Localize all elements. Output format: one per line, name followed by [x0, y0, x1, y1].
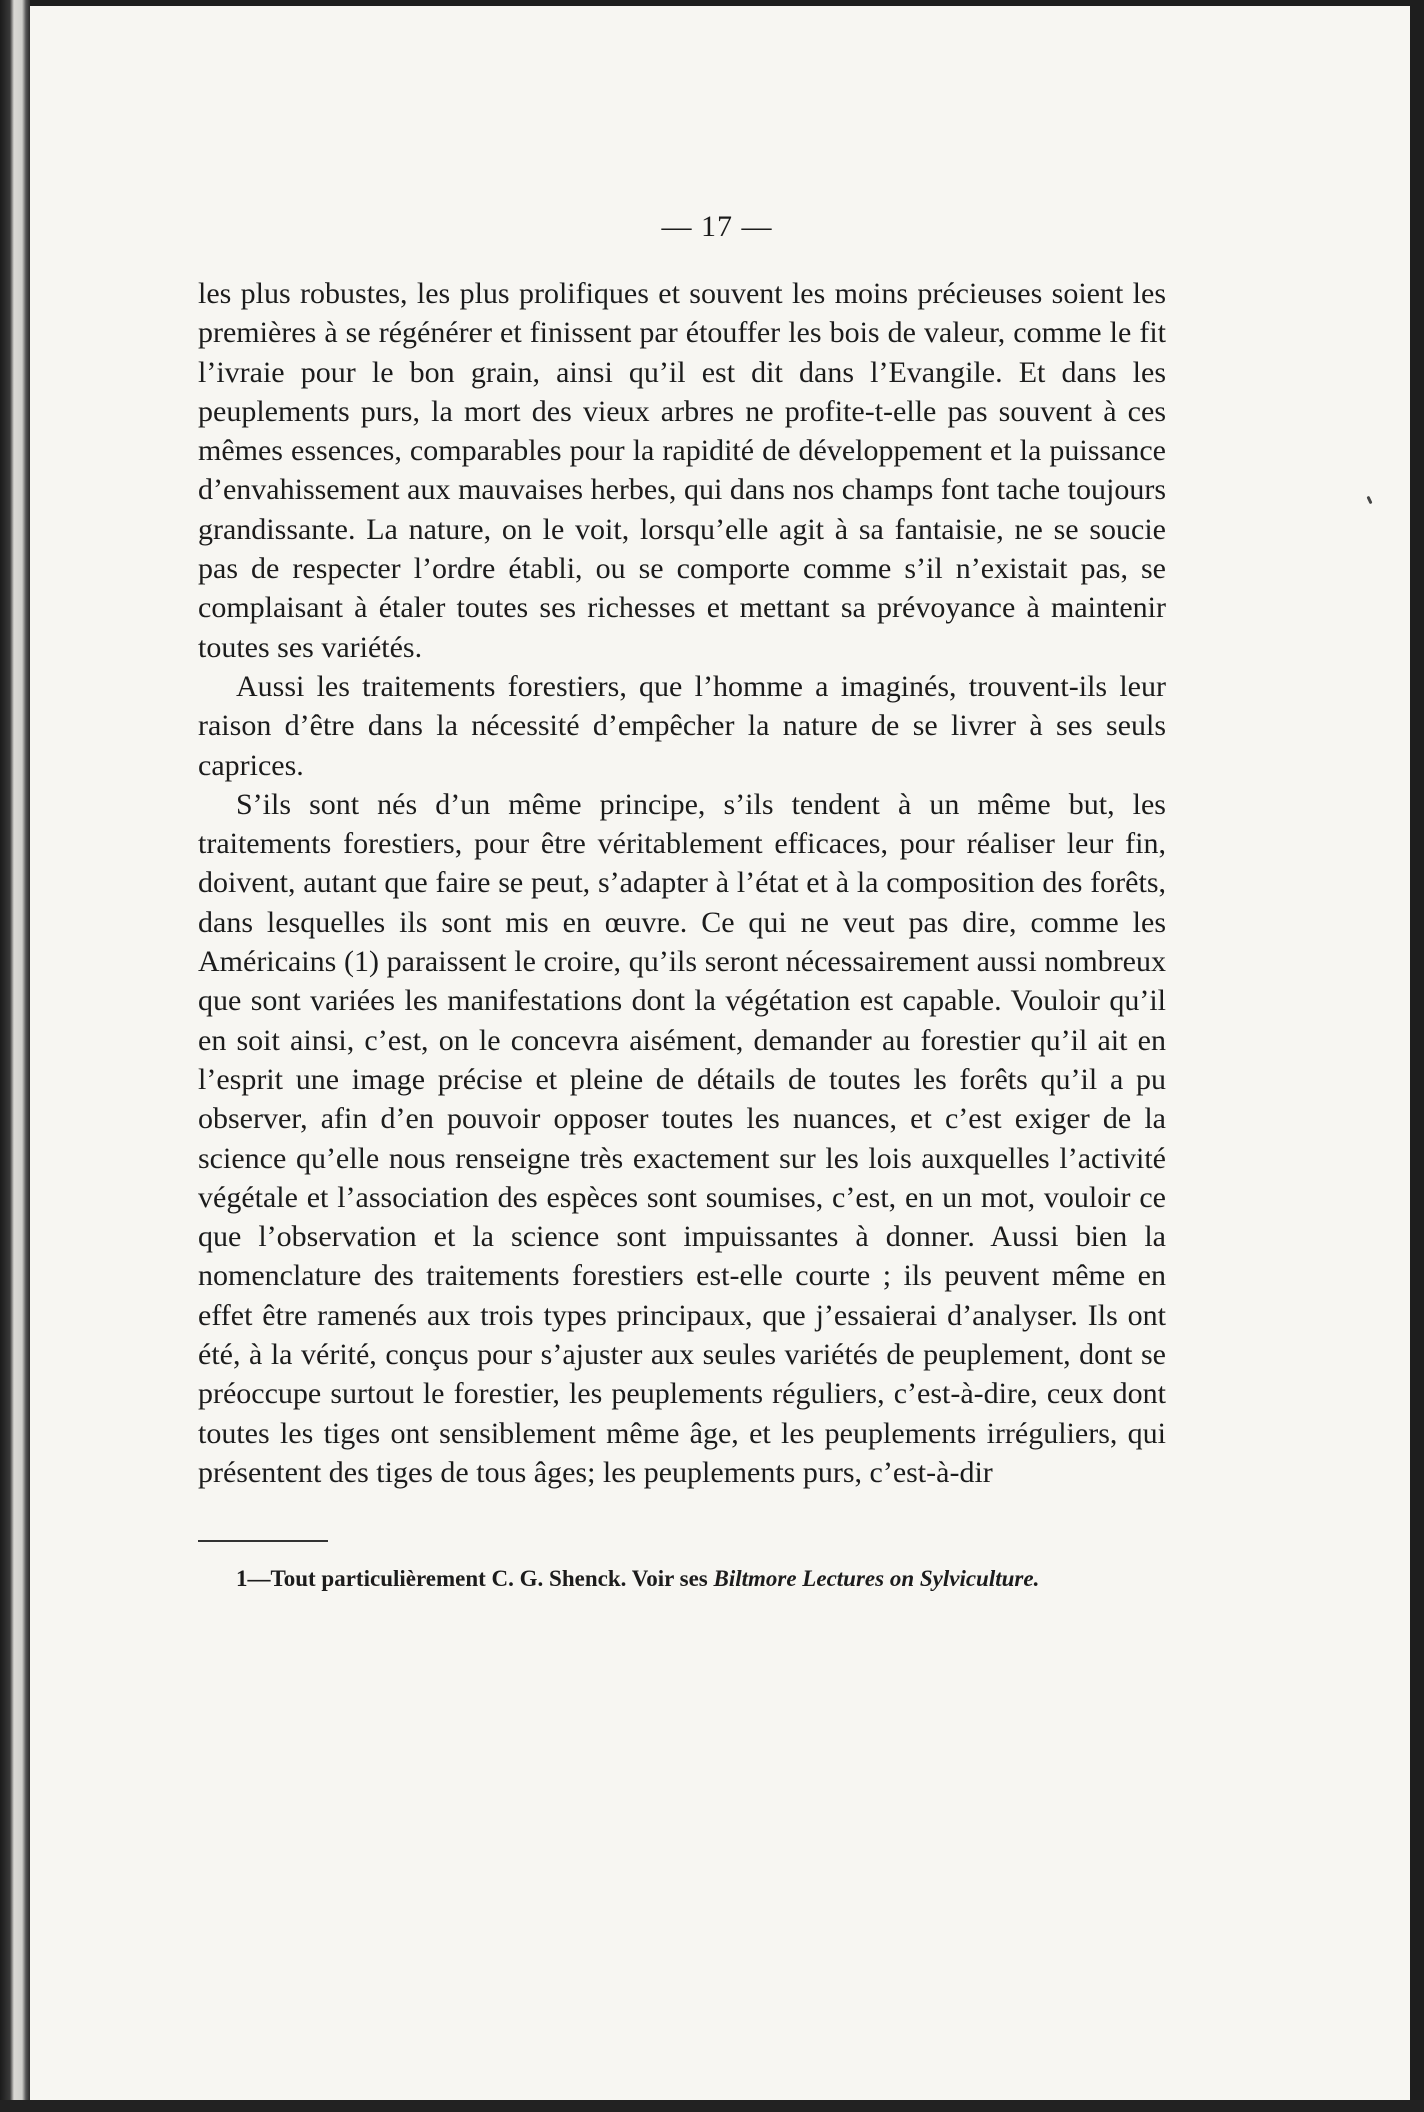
footnote	[198, 1564, 1166, 1593]
footnote-rule	[198, 1540, 328, 1542]
paragraph-3: S’ils sont nés d’un même principe, s’ils tendent à un même but, les traitements forestiers, pour être véritablement efficaces, pour réaliser leur fin, doivent, autant que faire se peut, s’adapter à l’état et à la composition des forêts, dans lesquelles ils sont mis en œuvre. Ce qui ne veut pas dire, comme les Américains (1) paraissent le croire, qu’ils seront nécessairement aussi nombreux que sont variées les manifestations dont la végétation est capable. Vouloir qu’il en soit ainsi, c’est, on le concevra aisément, demander au forestier qu’il ait en l’esprit une image précise et pleine de détails de toutes les forêts qu’il a pu observer, afin d’en pouvoir opposer toutes les nuances, et c’est exiger de la science qu’elle nous renseigne très exactement sur les lois auxquelles l’activité végétale et l’association des espèces sont soumises, c’est, en un mot, vouloir ce que l’observation et la science sont impuissantes à donner. Aussi bien la nomenclature des traitements forestiers est-elle courte ; ils peuvent même en effet être ramenés aux trois types principaux, que j’essaierai d’analyser. Ils ont été, à la vérité, conçus pour s’ajuster aux seules variétés de peuplement, dont se préoccupe surtout le forestier, les peuplements réguliers, c’est-à-dire, ceux dont toutes les tiges ont sensiblement même âge, et les peuplements irréguliers, qui présentent des tiges de tous âges; les peuplements purs, c’est-à-dir	[198, 787, 1166, 1489]
paragraph-2: Aussi les traitements forestiers, que l’homme a imaginés, trouvent-ils leur raison d’être dans la nécessité d’empêcher la nature de se livrer à ses seuls caprices.	[198, 669, 1166, 782]
paragraph-1: les plus robustes, les plus prolifiques et souvent les moins précieuses soient les premières à se régénérer et finissent par étouffer les bois de valeur, comme le fit l’ivraie pour le bon grain, ainsi qu’il est dit dans l’Evangile. Et dans les peuplements purs, la mort des vieux arbres ne profite-t-elle pas souvent à ces mêmes essences, comparables pour la rapidité de développement et la puissance d’envahissement aux mauvaises herbes, qui dans nos champs font tache toujours grandissante. La nature, on le voit, lorsqu’elle agit à sa fantaisie, ne se soucie pas de respecter l’ordre établi, ou se comporte comme s’il n’existait pas, se complaisant à étaler toutes ses richesses et mettant sa prévoyance à maintenir toutes ses variétés.	[198, 277, 1166, 664]
page-number: — 17 —	[661, 210, 773, 243]
footnote-text: 1—Tout particulièrement C. G. Shenck. Voir ses	[236, 1566, 708, 1592]
page-content	[198, 210, 1166, 1593]
binding-edge	[0, 0, 30, 2112]
bottom-edge	[0, 2100, 1424, 2112]
footnote-title: Biltmore Lectures on Sylviculture.	[713, 1566, 1040, 1592]
